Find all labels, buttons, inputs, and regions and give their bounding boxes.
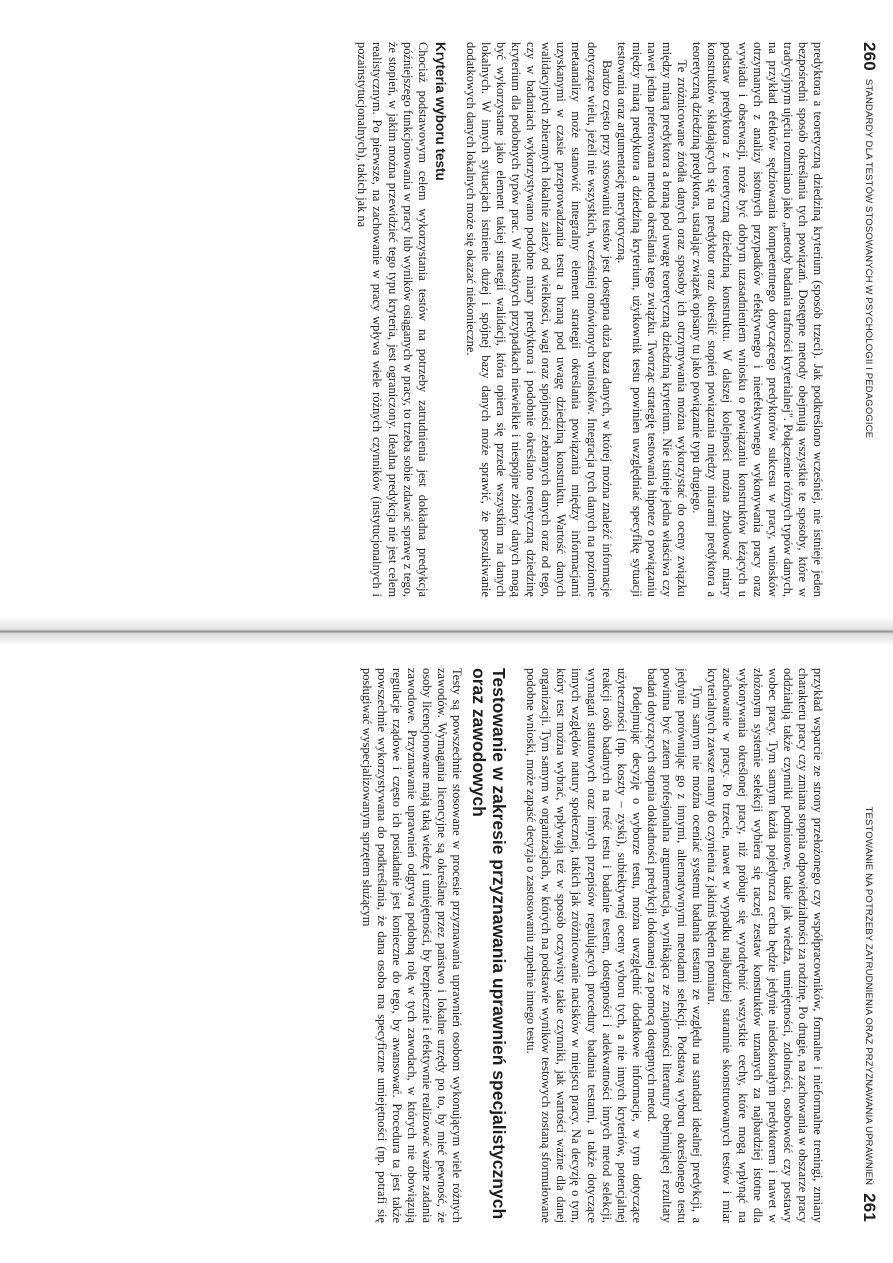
left-page-number: 260 <box>860 42 879 71</box>
right-running-header <box>859 807 879 1222</box>
section-heading: Testowanie w zakresie przyznawania uprawnień specjalistycznych oraz zawodowych <box>469 668 510 1220</box>
left-page <box>0 20 893 620</box>
body-paragraph: Chociaż podstawowym celem wykorzystania testów na potrzeby zatrudnienia jest dokładna predykcja późniejszego funkcjonowania w pracy lub wyników osiąganych w pracy, to trzeba sobie zdawać sprawę z tego, że stopień, w jakim można przewidzieć tego typu kryteria, jest ograniczony. Idealna predykcja nie jest celem realistycznym. Po pierwsze, na zachowanie w pracy wpływa wiele różnych czynników (instytucjonalnych i pozainstytucjonalnych), takich jak na <box>355 42 430 597</box>
left-running-head-text: STANDARDY DLA TESTÓW STOSOWANYCH W PSYCHOLOGII I PEDAGOGICE <box>863 78 874 439</box>
right-running-head-text: TESTOWANIE NA POTRZEBY ZATRUDNIENIA ORAZ PRZYZNAWANIA UPRAWNIEŃ <box>863 806 874 1186</box>
body-paragraph: Bardzo często przy stosowaniu testów jest dostępna duża baza danych, w której można znaleźć informacje dotyczące wielu, jeżeli nie wszystkich, wcześniej omówionych wniosków. Integracja tych danych na poziomie metaanalizy może stanowić integralny element strategii określania powiązania między informacjami uzyskanymi w czasie przeprowadzania testu a braną pod uwagę dziedziną konstruktu. Wartość danych walidacyjnych zbieranych lokalnie zależy od wielkości, wagi oraz spójności zebranych danych oraz od tego, czy w badaniach wykorzystywano podobne miary predyktora i podobnie określano teoretyczną dziedzinę kryterium dla podobnych typów prac. W niektórych przypadkach niewielkie i niespójne zbiory danych mogą być wykorzystane jako element takiej strategii walidacji, która opiera się przede wszystkim na danych lokalnych. W innych sytuacjach istnienie dużej i spójnej bazy danych może sprawić, że poszukiwanie dodatkowych danych lokalnych może się okazać niekonieczne. <box>463 42 614 597</box>
right-page <box>0 650 893 1250</box>
body-paragraph: Podejmując decyzję o wyborze testu, można uwzględnić dodatkowe informacje, w tym dotyczące użyteczności (np. koszty – zyski), subiektywnej oceny wyboru tych, a nie innych kryteriów, potencjalnej reakcji osób badanych na treść testu i badanie testem, dostępności i adekwatności innych metod selekcji, wymagań statutowych oraz innych przepisów regulujących procedury badania testami, a także dotyczące innych względów natury społecznej, takich jak zróżnicowanie nacisków w miejscu pracy. Na decyzję o tym, który test można wybrać, wpływają też w sposób oczywisty takie czynniki, jak wartości ważne dla danej organizacji. Tym samym w organizacjach, w których na podstawie wyników testowych zostaną sformułowane podobne wnioski, może zapaść decyzja o zastosowaniu zupełnie innego testu. <box>524 668 644 1223</box>
right-page-number: 261 <box>860 1193 879 1222</box>
body-paragraph: Tym samym nie można oceniać systemu badania testami ze względu na standard idealnej predykcji, a jedynie porównując go z innymi, alternatywnymi metodami selekcji. Podstawą wyboru określonego testu powinna być zatem profesjonalna argumentacja, wynikająca ze znajomości literatury obejmującej rezultaty badań dotyczących stopnia dokładności predykcji dokonanej za pomocą dostępnych metod. <box>644 668 705 1223</box>
left-page-body <box>354 42 825 597</box>
body-paragraph: Te zróżnicowane źródła danych oraz sposoby ich otrzymywania można wykorzystać do oceny związku między miarą predyktora a braną pod uwagę teoretyczną dziedziną kryterium. Nie istnieje jedna właściwa czy nawet jedna preferowana metoda określania tego związku. Tworząc strategię testowania hipotez o powiązaniu między miarą predyktora a dziedziną kryterium, użytkownik testu powinien uwzględniać specyfikę sytuacji testowania oraz argumentację merytoryczną. <box>614 42 690 597</box>
section-heading: Kryteria wyboru testu <box>432 42 448 181</box>
body-paragraph: Testy są powszechnie stosowane w procesie przyznawania uprawnień osobom wykonującym wiele różnych zawodów. Wymagania licencyjne są określane przez państwo i lokalne urzędy po to, by mieć pewność, że osoby licencjonowane mają taką wiedzę i umiejętności, by bezpiecznie i efektywnie realizować ważne zadania zawodowe. Przyznawanie uprawnień odgrywa podobną rolę w tych zawodach, w których nie obowiązują regulacje rządowe i często ich posiadanie jest konieczne do tego, by awansować. Procedura ta jest także powszechnie wykorzystywana do podkreślania, że dana osoba ma specyficzne umiejętności (np. potrafi się posługiwać wyspecjalizowanym sprzętem służącym <box>359 668 465 1223</box>
left-running-header <box>859 42 879 438</box>
book-gutter <box>0 616 893 646</box>
right-page-body <box>358 668 825 1223</box>
body-paragraph: przykład wsparcie ze strony przełożonego czy współpracowników, formalne i nieformalne treningi, zmiany charakteru pracy czy zmiana stopnia odpowiedzialności za rodzinę. Po drugie, na zachowania w obszarze pracy oddziałują także czynniki podmiotowe, takie jak wiedza, umiejętności, zdolności, osobowość czy postawy wobec pracy. Tym samym każda pojedyncza cecha będzie jedynie niedoskonałym predyktorem i nawet w złożonym systemie selekcji wybiera się raczej zestaw konstruktów uznanych za najbardziej istotne dla wykonywania określonej pracy, niż próbuje się wyodrębnić wszystkie cechy, które mogą wpłynąć na zachowanie w pracy. Po trzecie, nawet w wypadku najbardziej starannie skonstruowanych testów i miar kryterialnych zawsze mamy do czynienia z jakimś błędem pomiaru. <box>705 668 825 1223</box>
body-paragraph: predyktora a teoretyczną dziedziną kryterium (sposób trzeci). Jak podkreślono wcześniej, nie istnieje jeden bezpośredni sposób określania tych powiązań. Dostępne metody obejmują wszystkie te sposoby, które w tradycyjnym ujęciu rozumiano jako „metody badania trafności kryterialnej". Połączenie różnych typów danych, na przykład efektów sędziowania kompetentnego dotyczącego predyktorów sukcesu w pracy, wniosków otrzymanych z analizy istotnych przypadków efektywnego i nieefektywnego wykonywania pracy oraz wywiadu i obserwacji, może być dobrym uzasadnieniem wniosku o powiązaniu konstruktów leżących u podstaw predyktora z teoretyczną dziedziną konstruktu. W dalszej kolejności można zbudować miary konstruktów składających się na predyktor oraz określić stopień powiązania między miarami predyktora a teoretyczną dziedziną predyktora, ustalając związek opisany tu jako powiązanie typu drugiego. <box>690 42 825 597</box>
